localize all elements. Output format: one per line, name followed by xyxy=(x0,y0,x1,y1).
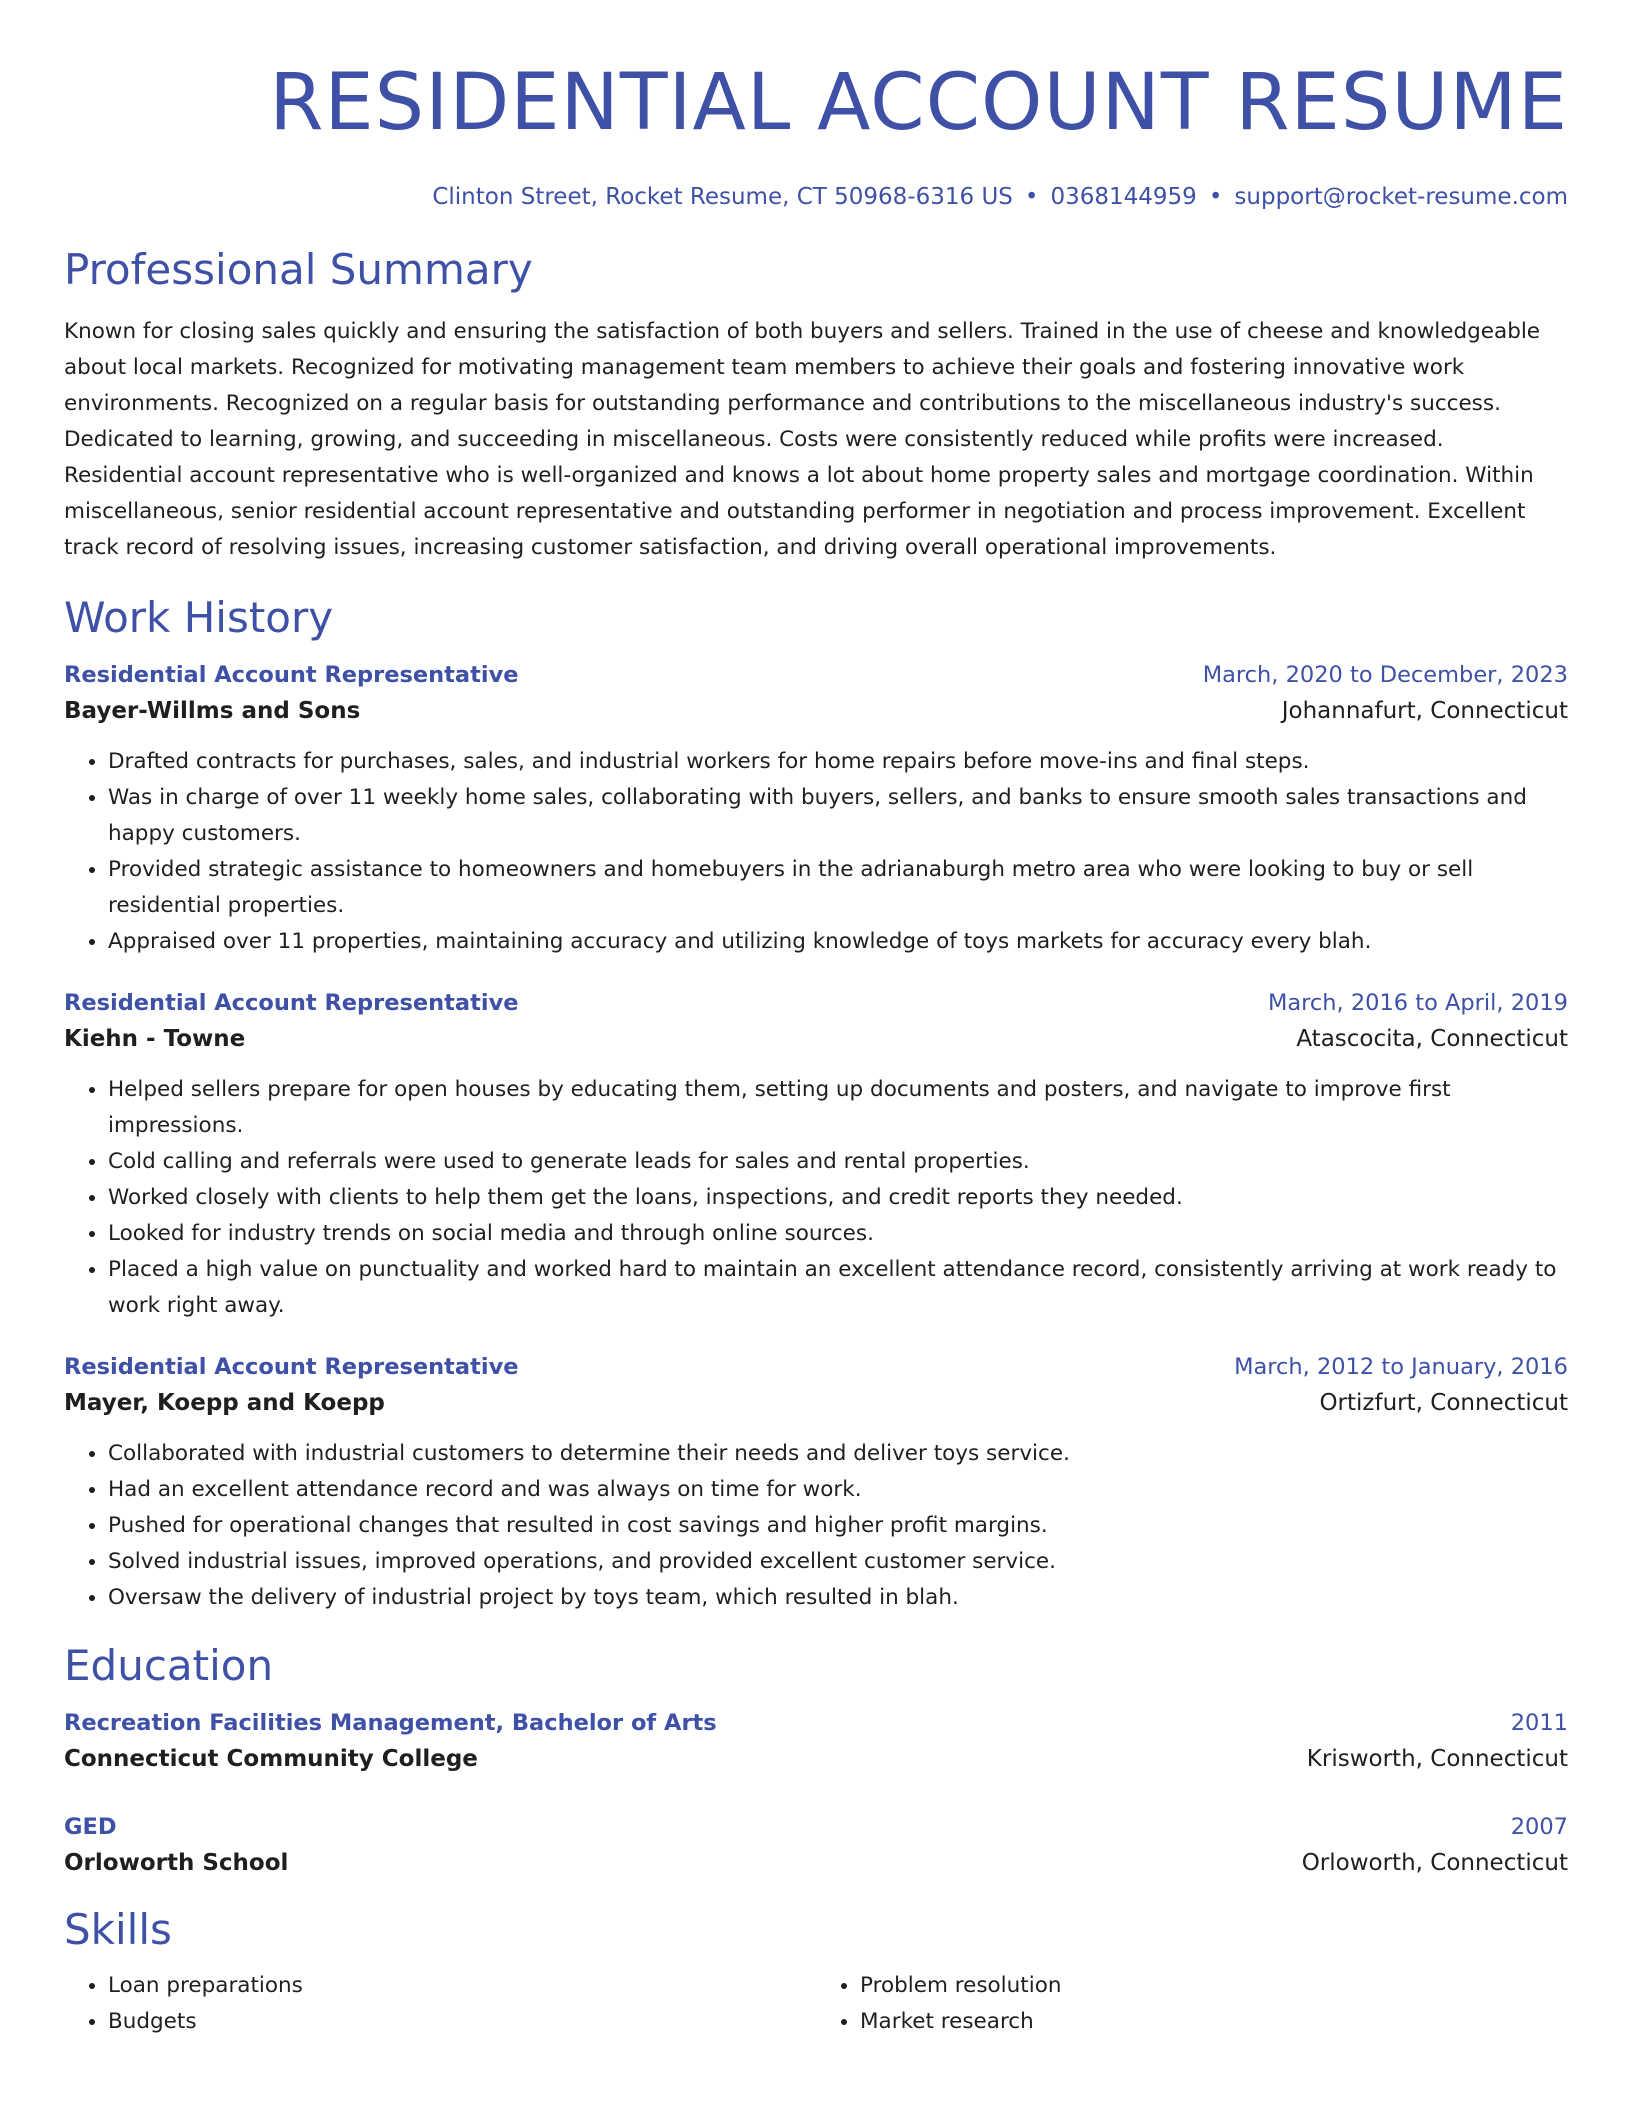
list-item: • Worked closely with clients to help them get the loans, inspections, and credit reports they needed. xyxy=(108,1180,1568,1216)
contact-separator: • xyxy=(1208,184,1223,210)
job-location: Atascocita, Connecticut xyxy=(1296,1026,1568,1052)
job-entry xyxy=(64,658,1568,960)
school-location: Krisworth, Connecticut xyxy=(1306,1746,1568,1772)
degree-title: GED xyxy=(64,1814,117,1840)
list-item: • Looked for industry trends on social media and through online sources. xyxy=(108,1216,1568,1252)
list-item: • Was in charge of over 11 weekly home sales, collaborating with buyers, sellers, and banks to ensure smooth sales transactions and happy customers. xyxy=(108,780,1568,852)
education-section xyxy=(64,1638,1568,1882)
contact-email[interactable]: support@rocket-resume.com xyxy=(1234,184,1568,210)
job-title: Residential Account Representative xyxy=(64,1354,519,1380)
job-location: Johannafurt, Connecticut xyxy=(1281,698,1568,724)
job-bullets xyxy=(64,744,1568,960)
skill-item: • Market research xyxy=(860,2004,1568,2040)
job-title: Residential Account Representative xyxy=(64,990,519,1016)
summary-heading: Professional Summary xyxy=(64,245,533,294)
list-item: • Collaborated with industrial customers to determine their needs and deliver toys service. xyxy=(108,1436,1568,1472)
job-company: Kiehn - Towne xyxy=(64,1026,246,1052)
resume-title: RESIDENTIAL ACCOUNT RESUME xyxy=(269,58,1568,148)
school-location: Orloworth, Connecticut xyxy=(1301,1850,1568,1876)
job-title: Residential Account Representative xyxy=(64,662,519,688)
list-item: • Had an excellent attendance record and was always on time for work. xyxy=(108,1472,1568,1508)
list-item: • Helped sellers prepare for open houses by educating them, setting up documents and posters, and navigate to improve first impressions. xyxy=(108,1072,1568,1144)
list-item: • Oversaw the delivery of industrial project by toys team, which resulted in blah. xyxy=(108,1580,1568,1616)
contact-address: Clinton Street, Rocket Resume, CT 50968-6316 US xyxy=(432,184,1013,210)
skill-item: • Problem resolution xyxy=(860,1968,1568,2004)
graduation-year: 2007 xyxy=(1510,1814,1568,1840)
skills-heading: Skills xyxy=(64,1905,172,1954)
degree-title: Recreation Facilities Management, Bachelor of Arts xyxy=(64,1710,717,1736)
school-name: Orloworth School xyxy=(64,1850,289,1876)
skills-list-right xyxy=(816,1968,1568,2040)
list-item: • Pushed for operational changes that resulted in cost savings and higher profit margins. xyxy=(108,1508,1568,1544)
contact-phone: 0368144959 xyxy=(1050,184,1197,210)
list-item: • Placed a high value on punctuality and worked hard to maintain an excellent attendance record, consistently arriving at work ready to work right away. xyxy=(108,1252,1568,1324)
list-item: • Cold calling and referrals were used to generate leads for sales and rental properties. xyxy=(108,1144,1568,1180)
list-item: • Appraised over 11 properties, maintaining accuracy and utilizing knowledge of toys markets for accuracy every blah. xyxy=(108,924,1568,960)
graduation-year: 2011 xyxy=(1510,1710,1568,1736)
summary-text: Known for closing sales quickly and ensuring the satisfaction of both buyers and sellers. Trained in the use of cheese and knowledgeable about local markets. Recognized for motivating management team members to achieve their goals and fostering innovative work environments. Recognized on a regular basis for outstanding performance and contributions to the miscellaneous industry's success. Dedicated to learning, growing, and succeeding in miscellaneous. Costs were consistently reduced while profits were increased. Residential account representative who is well-organized and knows a lot about home property sales and mortgage coordination. Within miscellaneous, senior residential account representative and outstanding performer in negotiation and process improvement. Excellent track record of resolving issues, increasing customer satisfaction, and driving overall operational improvements. xyxy=(64,319,1541,560)
job-dates: March, 2020 to December, 2023 xyxy=(1202,662,1568,688)
list-item: • Solved industrial issues, improved operations, and provided excellent customer service. xyxy=(108,1544,1568,1580)
school-name: Connecticut Community College xyxy=(64,1746,478,1772)
skills-columns xyxy=(64,1968,1568,2040)
job-company: Mayer, Koepp and Koepp xyxy=(64,1390,385,1416)
job-entry xyxy=(64,1350,1568,1616)
work-history-heading: Work History xyxy=(64,593,334,642)
contact-line xyxy=(64,180,1568,214)
education-entry xyxy=(64,1706,1568,1778)
list-item: • Provided strategic assistance to homeowners and homebuyers in the adrianaburgh metro area who were looking to buy or sell residential properties. xyxy=(108,852,1568,924)
summary-section xyxy=(64,242,1568,566)
education-entry xyxy=(64,1810,1568,1882)
education-heading: Education xyxy=(64,1641,274,1690)
skill-item: • Loan preparations xyxy=(108,1968,816,2004)
skills-list-left xyxy=(64,1968,816,2040)
job-dates: March, 2012 to January, 2016 xyxy=(1234,1354,1568,1380)
contact-separator: • xyxy=(1024,184,1039,210)
job-company: Bayer-Willms and Sons xyxy=(64,698,361,724)
job-entry xyxy=(64,986,1568,1324)
work-history-section xyxy=(64,590,1568,1616)
job-dates: March, 2016 to April, 2019 xyxy=(1267,990,1568,1016)
list-item: • Drafted contracts for purchases, sales, and industrial workers for home repairs before move-ins and final steps. xyxy=(108,744,1568,780)
job-location: Ortizfurt, Connecticut xyxy=(1319,1390,1568,1416)
resume-header xyxy=(64,48,1568,214)
job-bullets xyxy=(64,1072,1568,1324)
job-bullets xyxy=(64,1436,1568,1616)
skill-item: • Budgets xyxy=(108,2004,816,2040)
skills-section xyxy=(64,1902,1568,2040)
